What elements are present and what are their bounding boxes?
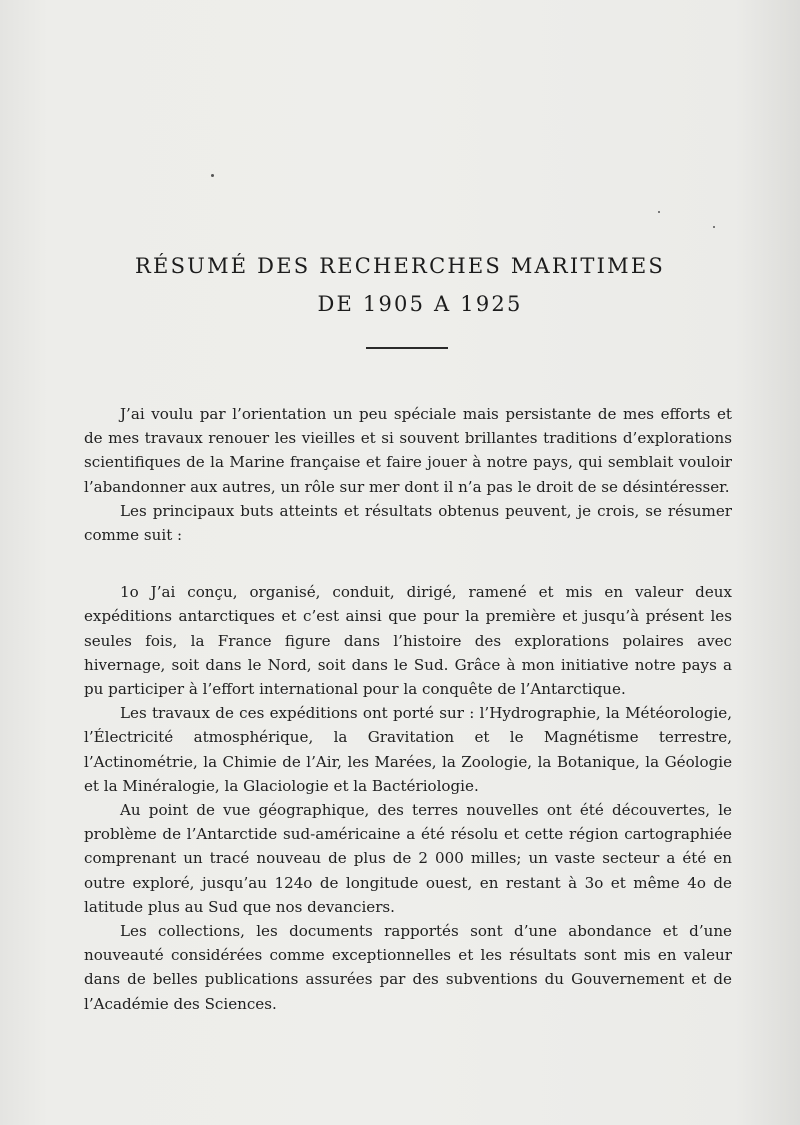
page-title — [0, 254, 800, 316]
ink-speck — [658, 211, 660, 213]
title-line-1: RÉSUMÉ DES RECHERCHES MARITIMES — [135, 254, 665, 278]
ink-speck — [211, 174, 214, 177]
paragraph: J’ai voulu par l’orientation un peu spéciale mais persistante de mes efforts et de mes travaux renouer les vieilles et si souvent brillantes traditions d’explorations scientifiques de la Marine française et faire jouer à notre pays, qui semblait vouloir l’abandonner aux autres, un rôle sur mer dont il n’a pas le droit de se désintéresser. — [84, 405, 732, 496]
title-line-2: DE 1905 A 1925 — [317, 292, 523, 316]
paragraph: Les travaux de ces expéditions ont porté sur : l’Hydrographie, la Météorologie, l’Électricité atmosphérique, la Gravitation et le Magnétisme terrestre, l’Actinométrie, la Chimie de l’Air, les Marées, la Zoologie, la Botanique, la Géologie et la Minéralogie, la Glaciologie et la Bactériologie. — [84, 704, 732, 795]
body-text — [84, 402, 732, 1016]
paragraph: Au point de vue géographique, des terres nouvelles ont été découvertes, le problème de l’Antarctide sud-américaine a été résolu et cette région cartographiée comprenant un tracé nouveau de plus de 2 000 milles; un vaste secteur a été en outre exploré, jusqu’au 124o de longitude ouest, en restant à 3o et même 4o de latitude plus au Sud que nos devanciers. — [84, 801, 732, 916]
paragraph: 1o J’ai conçu, organisé, conduit, dirigé, ramené et mis en valeur deux expéditions antarctiques et c’est ainsi que pour la première et jusqu’à présent les seules fois, la France figure dans l’histoire des explorations polaires avec hivernage, soit dans le Nord, soit dans le Sud. Grâce à mon initiative notre pays a pu participer à l’effort international pour la conquête de l’Antarctique. — [84, 583, 732, 699]
paragraph: Les collections, les documents rapportés sont d’une abondance et d’une nouveauté considérées comme exceptionnelles et les résultats sont mis en valeur dans de belles publications assurées par des subventions du Gouvernement et de l’Académie des Sciences. — [84, 922, 732, 1013]
paragraph: Les principaux buts atteints et résultats obtenus peuvent, je crois, se résumer comme suit : — [84, 501, 732, 545]
title-rule — [366, 347, 448, 349]
ink-speck — [713, 226, 715, 228]
